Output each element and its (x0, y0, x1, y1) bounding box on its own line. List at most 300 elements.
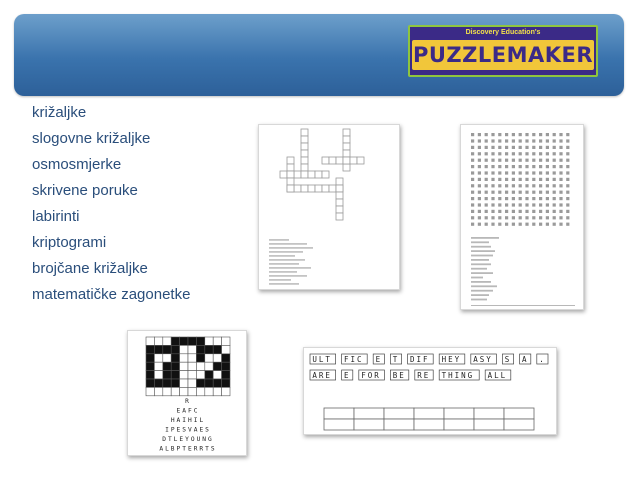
number-grid-cell (213, 345, 221, 353)
word-search-entry (471, 237, 499, 239)
word-search-letter (532, 223, 535, 226)
menu-item-crossword[interactable]: križaljke (32, 104, 87, 121)
word-search-letter (559, 197, 562, 200)
word-search-letter (553, 146, 556, 149)
crossword-cell (322, 157, 329, 164)
answer-box (474, 419, 504, 430)
crossword-cell (301, 164, 308, 171)
message-tile-text: HEY (441, 355, 462, 364)
number-grid-cell (146, 387, 154, 395)
number-grid-cell (213, 337, 221, 345)
word-search-letter (546, 171, 549, 174)
word-search-letter (519, 152, 522, 155)
word-search-letter (525, 191, 528, 194)
word-search-letter (566, 146, 569, 149)
word-search-letter (485, 165, 488, 168)
word-search-letter (539, 152, 542, 155)
answer-box (384, 408, 414, 419)
word-search-footer (471, 305, 575, 306)
crossword-clue-line (269, 255, 295, 257)
number-grid-cell (171, 337, 179, 345)
word-search-letter (498, 139, 501, 142)
word-search-letter (546, 146, 549, 149)
number-grid-cell (146, 354, 154, 362)
word-search-letter (566, 210, 569, 213)
word-search-letter (553, 133, 556, 136)
word-search-letter (512, 223, 515, 226)
crossword-cell (343, 143, 350, 150)
number-grid-cell (154, 362, 162, 370)
word-search-entry (471, 250, 495, 252)
word-search-entry (471, 281, 491, 283)
word-search-letter (546, 203, 549, 206)
word-search-letter (525, 133, 528, 136)
word-search-letter (471, 139, 474, 142)
word-search-letter (498, 203, 501, 206)
crossword-cell (336, 192, 343, 199)
crossword-cell (301, 185, 308, 192)
word-search-letter (485, 191, 488, 194)
number-grid-cell (222, 345, 230, 353)
number-grid-cell (196, 362, 204, 370)
number-puzzle-letter-row: EAFC (176, 407, 200, 415)
crossword-cell (287, 178, 294, 185)
word-search-letter (525, 146, 528, 149)
message-tile-text: T (392, 355, 400, 364)
message-tile-text: E (375, 355, 383, 364)
crossword-cell (308, 171, 315, 178)
word-search-letter (539, 203, 542, 206)
number-grid-cell (163, 387, 171, 395)
word-search-entry (471, 255, 493, 257)
number-grid-cell (188, 354, 196, 362)
menu-item-number-crossword[interactable]: brojčane križaljke (32, 260, 148, 277)
word-search-letter (525, 152, 528, 155)
word-search-letter (491, 171, 494, 174)
word-search-letter (539, 178, 542, 181)
crossword-cell (287, 164, 294, 171)
number-grid-cell (163, 371, 171, 379)
word-search-letter (532, 197, 535, 200)
number-grid-cell (222, 379, 230, 387)
word-search-entry (471, 294, 489, 296)
word-search-letter (566, 165, 569, 168)
word-search-letter (485, 223, 488, 226)
crossword-cell (336, 199, 343, 206)
number-grid-cell (163, 345, 171, 353)
message-tile-text: RE (417, 371, 431, 380)
word-search-letter (485, 184, 488, 187)
word-search-letter (498, 165, 501, 168)
number-grid-cell (146, 379, 154, 387)
word-search-letter (559, 191, 562, 194)
word-search-letter (505, 159, 508, 162)
message-tile-text: ULT (312, 355, 332, 364)
answer-box (324, 408, 354, 419)
word-search-entry (471, 290, 493, 292)
word-search-letter (566, 184, 569, 187)
word-search-letter (498, 184, 501, 187)
word-search-letter (512, 146, 515, 149)
word-search-letter (491, 133, 494, 136)
word-search-letter (553, 203, 556, 206)
number-grid-cell (188, 362, 196, 370)
word-search-letter (553, 165, 556, 168)
number-grid-cell (205, 379, 213, 387)
number-grid-cell (180, 379, 188, 387)
word-search-letter (559, 210, 562, 213)
crossword-clue-line (269, 267, 311, 269)
word-search-letter (478, 184, 481, 187)
number-grid-cell (163, 337, 171, 345)
word-search-letter (532, 216, 535, 219)
word-search-letter (478, 133, 481, 136)
word-search-letter (532, 191, 535, 194)
word-search-letter (471, 152, 474, 155)
word-search-letter (525, 139, 528, 142)
word-search-entry (471, 299, 487, 301)
message-tile-text: DIF (410, 355, 430, 364)
number-grid-cell (146, 371, 154, 379)
number-grid-cell (205, 354, 213, 362)
word-search-letter (566, 223, 569, 226)
word-search-letter (512, 171, 515, 174)
word-search-entry (471, 268, 487, 270)
crossword-clue-line (269, 259, 305, 261)
crossword-clue-line (269, 239, 289, 241)
word-search-letter (505, 133, 508, 136)
word-search-entry (471, 246, 491, 248)
word-search-letter (519, 159, 522, 162)
crossword-cell (280, 171, 287, 178)
number-grid-cell (171, 387, 179, 395)
word-search-letter (566, 133, 569, 136)
crossword-cell (322, 171, 329, 178)
number-grid-cell (222, 371, 230, 379)
crossword-cell (329, 157, 336, 164)
word-search-letter (532, 159, 535, 162)
word-search-letter (498, 171, 501, 174)
word-search-letter (566, 191, 569, 194)
number-grid-cell (180, 387, 188, 395)
crossword-clue-line (269, 247, 313, 249)
word-search-letter (546, 197, 549, 200)
crossword-preview (259, 125, 400, 290)
number-grid-cell (180, 371, 188, 379)
number-grid-cell (213, 379, 221, 387)
crossword-cell (287, 171, 294, 178)
word-search-letter (539, 133, 542, 136)
word-search-letter (505, 139, 508, 142)
word-search-letter (539, 146, 542, 149)
crossword-cell (357, 157, 364, 164)
message-tile-text: FOR (361, 371, 381, 380)
puzzle-type-list (32, 100, 190, 308)
word-search-letter (559, 152, 562, 155)
word-search-letter (478, 223, 481, 226)
word-search-letter (525, 197, 528, 200)
message-tile-text: S (504, 355, 512, 364)
number-grid-cell (188, 345, 196, 353)
number-puzzle-letter-row: R (185, 398, 191, 405)
word-search-letter (519, 197, 522, 200)
crossword-cell (301, 157, 308, 164)
word-search-letter (519, 133, 522, 136)
word-search-letter (519, 165, 522, 168)
word-search-letter (532, 178, 535, 181)
crossword-cell (336, 157, 343, 164)
word-search-thumbnail[interactable] (460, 124, 584, 310)
number-grid-cell (188, 379, 196, 387)
word-search-letter (546, 159, 549, 162)
word-search-letter (491, 159, 494, 162)
word-search-letter (498, 152, 501, 155)
answer-box (444, 408, 474, 419)
word-search-letter (519, 191, 522, 194)
word-search-letter (559, 216, 562, 219)
word-search-letter (525, 165, 528, 168)
answer-box (414, 408, 444, 419)
word-search-letter (566, 203, 569, 206)
word-search-letter (512, 197, 515, 200)
word-search-letter (505, 178, 508, 181)
word-search-letter (546, 178, 549, 181)
number-grid-cell (196, 379, 204, 387)
word-search-letter (491, 216, 494, 219)
word-search-letter (525, 223, 528, 226)
number-grid-cell (180, 337, 188, 345)
crossword-cell (343, 150, 350, 157)
answer-box (354, 408, 384, 419)
word-search-letter (553, 191, 556, 194)
word-search-entry (471, 263, 491, 265)
word-search-letter (553, 139, 556, 142)
number-grid-cell (171, 354, 179, 362)
word-search-letter (491, 165, 494, 168)
word-search-letter (505, 197, 508, 200)
word-search-letter (512, 216, 515, 219)
word-search-letter (491, 197, 494, 200)
word-search-letter (519, 184, 522, 187)
number-grid-cell (146, 362, 154, 370)
answer-box (444, 419, 474, 430)
word-search-letter (539, 223, 542, 226)
number-grid-cell (213, 371, 221, 379)
number-grid-cell (180, 362, 188, 370)
number-grid-cell (188, 387, 196, 395)
word-search-letter (512, 139, 515, 142)
word-search-letter (546, 216, 549, 219)
number-grid-cell (180, 354, 188, 362)
number-grid-cell (213, 354, 221, 362)
hidden-message-thumbnail[interactable] (303, 347, 557, 435)
crossword-cell (301, 150, 308, 157)
word-search-letter (498, 191, 501, 194)
crossword-clue-line (269, 283, 299, 285)
word-search-letter (485, 178, 488, 181)
message-tile-text: ASY (473, 355, 493, 364)
crossword-thumbnail[interactable] (258, 124, 400, 290)
word-search-letter (532, 133, 535, 136)
number-grid-cell (188, 337, 196, 345)
word-search-letter (498, 159, 501, 162)
crossword-clue-line (269, 263, 299, 265)
menu-item-hidden-message[interactable]: skrivene poruke (32, 182, 138, 199)
word-search-letter (532, 146, 535, 149)
word-search-letter (505, 223, 508, 226)
hidden-message-preview (304, 348, 557, 435)
word-search-letter (491, 146, 494, 149)
word-search-letter (546, 210, 549, 213)
word-search-letter (512, 184, 515, 187)
number-grid-cell (163, 354, 171, 362)
menu-item-maze[interactable]: labirinti (32, 208, 80, 225)
number-puzzle-letter-row: DTLEYOUNG (162, 436, 214, 443)
word-search-letter (519, 178, 522, 181)
word-search-letter (553, 171, 556, 174)
crossword-cell (343, 164, 350, 171)
word-search-letter (491, 210, 494, 213)
word-search-letter (485, 139, 488, 142)
word-search-letter (471, 210, 474, 213)
word-search-letter (491, 223, 494, 226)
word-search-letter (539, 210, 542, 213)
word-search-letter (485, 146, 488, 149)
word-search-letter (553, 152, 556, 155)
word-search-letter (539, 165, 542, 168)
word-search-entry (471, 285, 497, 287)
word-search-letter (512, 210, 515, 213)
answer-box (504, 408, 534, 419)
word-search-letter (478, 216, 481, 219)
word-search-letter (553, 197, 556, 200)
word-search-letter (478, 159, 481, 162)
word-search-letter (491, 184, 494, 187)
word-search-letter (485, 152, 488, 155)
puzzlemaker-logo[interactable] (408, 25, 598, 77)
crossword-cell (329, 185, 336, 192)
word-search-letter (546, 184, 549, 187)
word-search-letter (559, 159, 562, 162)
number-puzzle-letter-row: ALBPTERRTS (159, 445, 217, 453)
word-search-letter (505, 184, 508, 187)
number-grid-cell (154, 371, 162, 379)
word-search-letter (471, 191, 474, 194)
word-search-letter (566, 197, 569, 200)
word-search-letter (525, 216, 528, 219)
word-search-letter (559, 178, 562, 181)
menu-item-math-puzzle[interactable]: matematičke zagonetke (32, 286, 191, 303)
word-search-letter (553, 223, 556, 226)
crossword-cell (336, 185, 343, 192)
word-search-letter (505, 152, 508, 155)
word-search-letter (505, 216, 508, 219)
crossword-cell (308, 185, 315, 192)
word-search-letter (478, 171, 481, 174)
word-search-letter (491, 191, 494, 194)
word-search-letter (519, 139, 522, 142)
number-grid-cell (196, 387, 204, 395)
number-grid-cell (146, 337, 154, 345)
number-grid-cell (154, 354, 162, 362)
menu-item-cryptogram[interactable]: kriptogrami (32, 234, 107, 251)
word-search-letter (491, 178, 494, 181)
crossword-cell (301, 129, 308, 136)
word-search-letter (532, 139, 535, 142)
word-search-letter (478, 210, 481, 213)
number-crossword-preview (128, 331, 247, 456)
word-search-letter (532, 171, 535, 174)
menu-item-syllable-crossword[interactable]: slogovne križaljke (32, 130, 151, 147)
word-search-letter (471, 171, 474, 174)
word-search-letter (525, 210, 528, 213)
word-search-letter (539, 139, 542, 142)
word-search-letter (566, 139, 569, 142)
word-search-letter (498, 223, 501, 226)
crossword-cell (343, 129, 350, 136)
logo-title: PUZZLEMAKER (412, 40, 594, 70)
word-search-letter (519, 223, 522, 226)
crossword-cell (301, 143, 308, 150)
crossword-cell (294, 171, 301, 178)
menu-item-word-search[interactable]: osmosmjerke (32, 156, 122, 173)
word-search-letter (525, 159, 528, 162)
number-grid-cell (222, 362, 230, 370)
word-search-letter (471, 216, 474, 219)
word-search-letter (525, 171, 528, 174)
word-search-letter (498, 146, 501, 149)
word-search-letter (546, 133, 549, 136)
message-tile-text: THING (441, 371, 475, 380)
message-tile-text: FIC (344, 355, 364, 364)
number-grid-cell (213, 387, 221, 395)
word-search-letter (478, 197, 481, 200)
number-puzzle-letter-row: HAIHIL (170, 417, 206, 424)
word-search-letter (512, 133, 515, 136)
answer-box (474, 408, 504, 419)
crossword-clue-line (269, 279, 291, 281)
crossword-cell (301, 171, 308, 178)
word-search-letter (519, 203, 522, 206)
word-search-letter (485, 197, 488, 200)
crossword-cell (336, 213, 343, 220)
word-search-letter (471, 146, 474, 149)
word-search-letter (532, 152, 535, 155)
crossword-cell (322, 185, 329, 192)
word-search-letter (498, 197, 501, 200)
word-search-letter (559, 184, 562, 187)
number-grid-cell (205, 337, 213, 345)
word-search-letter (559, 139, 562, 142)
message-tile-text: . (539, 355, 546, 364)
number-crossword-thumbnail[interactable] (127, 330, 247, 456)
word-search-letter (471, 203, 474, 206)
word-search-letter (519, 171, 522, 174)
number-grid-cell (222, 337, 230, 345)
word-search-letter (512, 152, 515, 155)
message-tile-text: A (522, 355, 529, 364)
word-search-letter (471, 223, 474, 226)
crossword-cell (343, 136, 350, 143)
word-search-letter (525, 184, 528, 187)
logo-subtitle: Discovery Education's (465, 29, 541, 36)
word-search-letter (553, 159, 556, 162)
word-search-letter (478, 139, 481, 142)
word-search-letter (519, 146, 522, 149)
word-search-letter (512, 203, 515, 206)
word-search-letter (546, 139, 549, 142)
word-search-letter (539, 191, 542, 194)
